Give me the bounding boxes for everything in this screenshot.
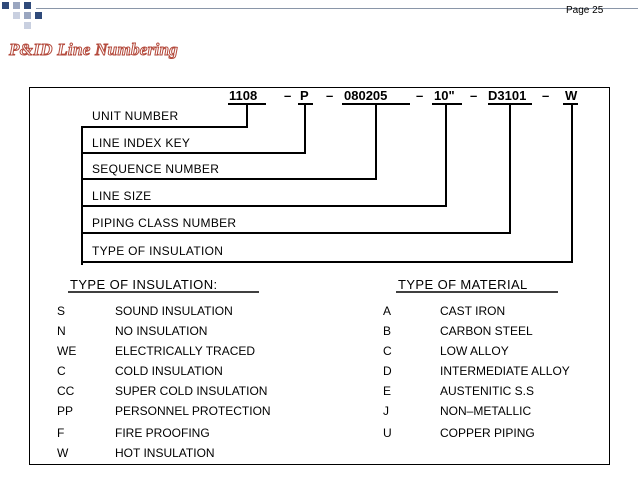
line-number-index-key: P bbox=[300, 88, 309, 103]
insulation-code: S bbox=[57, 304, 66, 318]
material-code: J bbox=[383, 404, 389, 418]
material-code: U bbox=[383, 426, 392, 440]
insulation-code: WE bbox=[57, 344, 77, 358]
slide-title: P&ID Line Numbering bbox=[9, 40, 179, 59]
label-piping-class-number: PIPING CLASS NUMBER bbox=[92, 216, 237, 230]
label-line-size: LINE SIZE bbox=[92, 189, 152, 203]
line-number-sep-3: – bbox=[416, 88, 424, 103]
insulation-table-heading: TYPE OF INSULATION: bbox=[70, 277, 218, 292]
material-code: E bbox=[383, 384, 392, 398]
line-number-size: 10" bbox=[434, 88, 455, 103]
insulation-desc: SOUND INSULATION bbox=[115, 304, 233, 318]
insulation-code: CC bbox=[57, 384, 75, 398]
insulation-desc: ELECTRICALLY TRACED bbox=[115, 344, 256, 358]
material-desc: CARBON STEEL bbox=[440, 324, 533, 338]
label-type-of-insulation: TYPE OF INSULATION bbox=[92, 244, 224, 258]
material-code: C bbox=[383, 344, 392, 358]
material-desc: COPPER PIPING bbox=[440, 426, 535, 440]
material-desc: AUSTENITIC S.S bbox=[440, 384, 535, 398]
material-desc: CAST IRON bbox=[440, 304, 506, 318]
insulation-code: PP bbox=[57, 404, 74, 418]
line-number-sep-4: – bbox=[470, 88, 478, 103]
material-code: A bbox=[383, 304, 392, 318]
line-number-sequence: 080205 bbox=[344, 88, 388, 103]
material-desc: NON–METALLIC bbox=[440, 404, 532, 418]
insulation-desc: COLD INSULATION bbox=[115, 364, 223, 378]
label-line-index-key: LINE INDEX KEY bbox=[92, 136, 191, 150]
page-number: Page 25 bbox=[566, 5, 604, 16]
connector-unit bbox=[82, 104, 247, 265]
label-unit-number: UNIT NUMBER bbox=[92, 109, 179, 123]
insulation-desc: PERSONNEL PROTECTION bbox=[115, 404, 271, 418]
insulation-code: W bbox=[57, 446, 69, 460]
material-code: B bbox=[383, 324, 392, 338]
insulation-desc: HOT INSULATION bbox=[115, 446, 215, 460]
material-code: D bbox=[383, 364, 392, 378]
material-desc: LOW ALLOY bbox=[440, 344, 509, 358]
label-sequence-number: SEQUENCE NUMBER bbox=[92, 162, 220, 176]
insulation-code: C bbox=[57, 364, 66, 378]
line-number-sep-5: – bbox=[542, 88, 550, 103]
line-number-unit: 1108 bbox=[229, 88, 258, 103]
line-number-sep-1: – bbox=[284, 88, 292, 103]
material-table-heading: TYPE OF MATERIAL bbox=[398, 277, 528, 292]
insulation-desc: SUPER COLD INSULATION bbox=[115, 384, 268, 398]
insulation-code: F bbox=[57, 426, 65, 440]
line-number-class: D3101 bbox=[488, 88, 527, 103]
line-number-insulation: W bbox=[565, 88, 578, 103]
material-desc: INTERMEDIATE ALLOY bbox=[440, 364, 570, 378]
insulation-code: N bbox=[57, 324, 66, 338]
insulation-desc: FIRE PROOFING bbox=[115, 426, 210, 440]
line-number-sep-2: – bbox=[326, 88, 334, 103]
insulation-desc: NO INSULATION bbox=[115, 324, 208, 338]
